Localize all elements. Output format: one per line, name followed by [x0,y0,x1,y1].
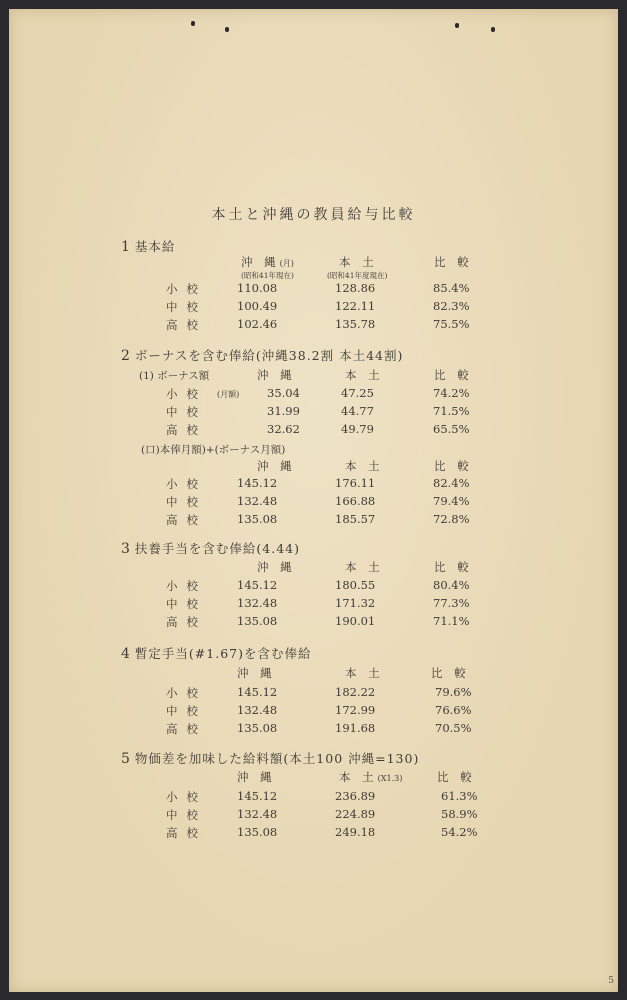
okinawa-value: 145.12 [237,789,278,803]
hondo-value: 135.78 [335,317,376,331]
table-row [9,596,618,614]
okinawa-value: 145.12 [237,578,278,592]
col-hondo-header: 本 土 [345,368,384,382]
section-number: 4 [121,646,131,662]
ratio-value: 70.5% [435,721,472,735]
school-label: 高校 [166,615,207,629]
col-hondo-header: 本 土 [345,560,384,574]
school-label: 小校 [166,282,207,296]
ratio-value: 77.3% [433,596,470,610]
school-label: 小校 [166,686,207,700]
col-ratio-header: 比 較 [434,368,473,382]
col-okinawa-header: 沖 縄 [257,560,296,574]
school-label: 高校 [166,318,207,332]
table-row [9,494,618,512]
hondo-value: 171.32 [335,596,376,610]
page-number: 5 [608,976,614,986]
hondo-date-note: (昭和41年度現在) [327,271,388,280]
ratio-value: 74.2% [433,386,470,400]
section-heading [121,644,311,662]
subsection-total: (口)本俸月額)+(ボーナス月額) [141,444,286,456]
okinawa-value: 132.48 [237,703,278,717]
school-label: 中校 [166,597,207,611]
hondo-value: 166.88 [335,494,376,508]
ratio-value: 79.6% [435,685,472,699]
section-title: 物価差を加味した給料額(本土100 沖縄=130) [134,751,420,766]
document-page [9,9,618,992]
punch-hole [191,21,195,26]
page-title: 本土と沖縄の教員給与比較 [211,207,416,223]
col-hondo-header: 本 土(X1.3) [339,770,403,784]
col-hondo-header: 本 土 [345,666,384,680]
school-label: 小校 [166,790,207,804]
monthly-note: (月額) [217,390,240,399]
table-row [9,685,618,703]
section-title: 基本給 [134,239,176,254]
ratio-value: 58.9% [441,807,478,821]
school-label: 高校 [166,423,207,437]
col-hondo-header: 本 土 [345,459,384,473]
section-heading [121,237,175,255]
col-ratio-header: 比 較 [434,560,473,574]
school-label: 小校 [166,477,207,491]
punch-hole [491,27,495,32]
col-ratio-header: 比 較 [434,255,473,269]
okinawa-value: 110.08 [237,281,278,295]
ratio-value: 61.3% [441,789,478,803]
section-number: 5 [121,751,131,767]
col-okinawa-header: 沖 縄 [237,666,276,680]
hondo-value: 49.79 [341,422,374,436]
school-label: 中校 [166,495,207,509]
school-label: 小校 [166,387,207,401]
ratio-value: 79.4% [433,494,470,508]
table-row [9,512,618,530]
hondo-value: 47.25 [341,386,374,400]
col-ratio-header: 比 較 [437,770,476,784]
ratio-value: 82.4% [433,476,470,490]
school-label: 高校 [166,826,207,840]
okinawa-value: 135.08 [237,512,278,526]
okinawa-value: 135.08 [237,614,278,628]
table-row [9,476,618,494]
table-row [9,614,618,632]
okinawa-value: 135.08 [237,721,278,735]
hondo-value: 190.01 [335,614,376,628]
table-row [9,281,618,299]
section-title: ボーナスを含む俸給(沖縄38.2割 本土44割) [134,348,404,363]
hondo-value: 249.18 [335,825,376,839]
ratio-value: 54.2% [441,825,478,839]
hondo-value: 182.22 [335,685,376,699]
col-ratio-header: 比 較 [431,666,470,680]
school-label: 中校 [166,704,207,718]
hondo-value: 185.57 [335,512,376,526]
school-label: 高校 [166,722,207,736]
school-label: 中校 [166,808,207,822]
col-okinawa-header: 沖 縄 [237,770,276,784]
hondo-value: 122.11 [335,299,376,313]
okinawa-value: 32.62 [267,422,300,436]
section-heading [121,346,403,364]
ratio-value: 65.5% [433,422,470,436]
hondo-value: 176.11 [335,476,376,490]
table-row [9,404,618,422]
okinawa-value: 132.48 [237,494,278,508]
punch-hole [455,23,459,28]
col-okinawa-header: 沖 縄 [257,368,296,382]
ratio-value: 80.4% [433,578,470,592]
col-okinawa-header: 沖 縄 [257,459,296,473]
subsection-bonus: (1) ボーナス額 [139,370,210,382]
okinawa-value: 100.49 [237,299,278,313]
okinawa-value: 135.08 [237,825,278,839]
col-ratio-header: 比 較 [434,459,473,473]
okinawa-value: 145.12 [237,685,278,699]
okinawa-value: 132.48 [237,596,278,610]
okinawa-value: 35.04 [267,386,300,400]
ratio-value: 71.5% [433,404,470,418]
hondo-value: 236.89 [335,789,376,803]
table-row [9,789,618,807]
ratio-value: 85.4% [433,281,470,295]
school-label: 中校 [166,405,207,419]
okinawa-value: 132.48 [237,807,278,821]
okinawa-date-note: (昭和41年現在) [241,271,294,280]
school-label: 中校 [166,300,207,314]
hondo-value: 180.55 [335,578,376,592]
section-title: 暫定手当(#1.67)を含む俸給 [134,646,312,661]
okinawa-value: 102.46 [237,317,278,331]
school-label: 高校 [166,513,207,527]
hondo-value: 172.99 [335,703,376,717]
ratio-value: 75.5% [433,317,470,331]
table-row [9,422,618,440]
table-row [9,386,618,404]
table-row [9,721,618,739]
table-row [9,317,618,335]
table-row [9,299,618,317]
col-hondo-header: 本 土 [339,255,378,269]
ratio-value: 71.1% [433,614,470,628]
hondo-value: 224.89 [335,807,376,821]
hondo-value: 191.68 [335,721,376,735]
table-row [9,807,618,825]
okinawa-value: 145.12 [237,476,278,490]
section-title: 扶養手当を含む俸給(4.44) [134,541,301,556]
hondo-value: 44.77 [341,404,374,418]
section-number: 2 [121,348,131,364]
ratio-value: 76.6% [435,703,472,717]
section-heading [121,749,419,767]
col-okinawa-header: 沖 縄(月) [241,255,294,269]
table-row [9,578,618,596]
table-row [9,825,618,843]
section-number: 3 [121,541,131,557]
okinawa-value: 31.99 [267,404,300,418]
table-row [9,703,618,721]
school-label: 小校 [166,579,207,593]
section-number: 1 [121,239,131,255]
ratio-value: 72.8% [433,512,470,526]
section-heading [121,539,300,557]
ratio-value: 82.3% [433,299,470,313]
hondo-value: 128.86 [335,281,376,295]
punch-hole [225,27,229,32]
